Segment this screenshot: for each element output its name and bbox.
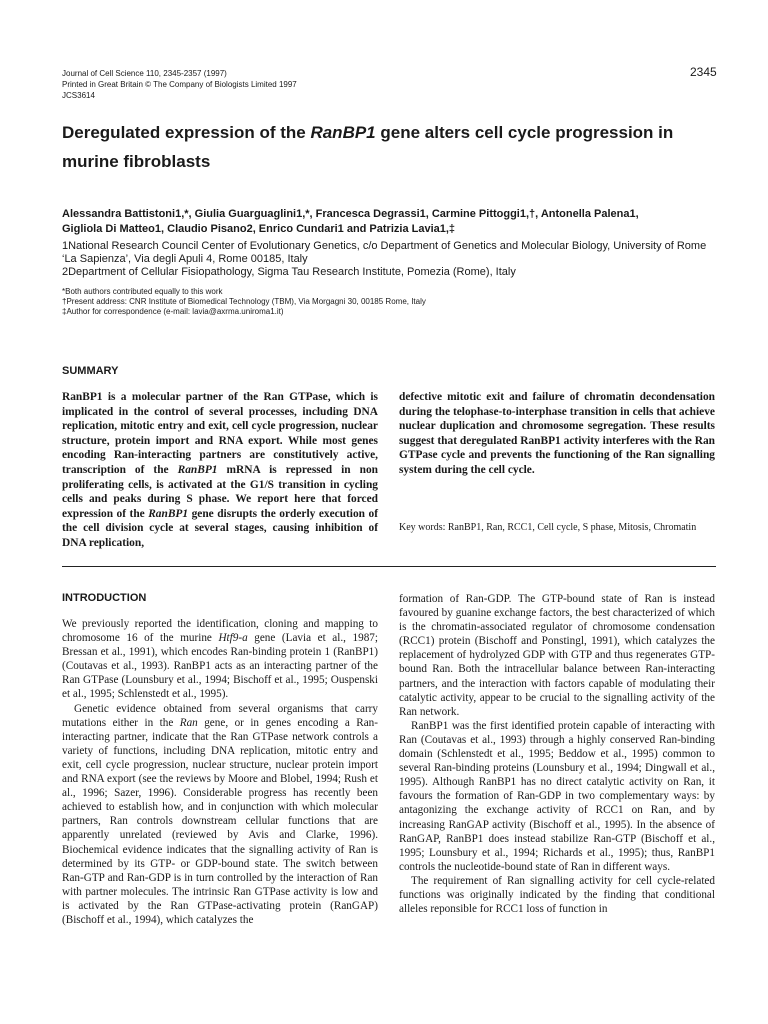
intro-p1-a: We previously reported the identification, cloning and mapping to chromosome 16 of the murine [62,618,378,645]
affiliations [62,240,722,279]
intro-paragraph-requirement: The requirement of Ran signalling activity for cell cycle-related functions was originally indicated by the finding that conditional alleles reponsible for RCC1 loss of function in [399,874,715,916]
summary-gene-1: RanBP1 [177,463,218,476]
section-divider [62,566,716,567]
intro-column-right [399,592,715,916]
article-title [62,118,722,176]
keywords: Key words: RanBP1, Ran, RCC1, Cell cycle, S phase, Mitosis, Chromatin [399,522,697,533]
page-number: 2345 [690,65,717,79]
title-part-2: gene alters cell cycle progression in murine fibroblasts [62,123,674,171]
summary-left-b: mRNA is repressed in non proliferating cells, is activated at the G1/S transition in cycling cells and peaks during S phase. We report here that forced expression of the [62,463,378,520]
intro-gene-ran: Ran [179,716,198,729]
author-line-2: Gigliola Di Matteo1, Claudio Pisano2, Enrico Cundari1 and Patrizia Lavia1,‡ [62,223,456,235]
intro-p2-a: Genetic evidence obtained from several organisms that carry mutations either in the [62,702,378,729]
intro-paragraph-continued: formation of Ran-GDP. The GTP-bound state of Ran is instead favoured by guanine exchange factors, the best characterized of which is the chromatin-associated regulator of chromosome condensation (RCC1) protein (Bischoff and Ponstingl, 1991), which catalyzes the replacement of hydrolyzed GDP with GTP and thus regenerates GTP-bound Ran. Both the intracellular balance between Ran-interacting partners, and the interaction with factors capable of modulating their catalytic activity, appear to be crucial to the signalling activity of the Ran network. [399,593,715,718]
intro-column-left [62,617,378,927]
title-gene-name: RanBP1 [310,123,376,142]
intro-p1-b: gene (Lavia et al., 1987; Bressan et al., 1991), which encodes Ran-binding protein 1 (RanBP1) (Coutavas et al., 1993). RanBP1 acts as an interacting partner of the Ran GTPase (Lounsbury et al., 1994; Bischoff et al., 1995; Ouspenski et al., 1995; Schlenstedt et al., 1995). [62,632,378,701]
journal-code: JCS3614 [62,91,95,100]
summary-left-c: gene disrupts the orderly execution of the cell division cycle at several stages, causing inhibition of DNA replication, [62,507,378,549]
intro-p2-b: gene, or in genes encoding a Ran-interacting partner, indicate that the Ran GTPase network controls a variety of functions, including DNA replication, mitotic entry and exit, cell cycle progression, nuclear structure, nuclear protein import and RNA export (see the reviews by Moore and Blobel, 1994; Rush et al., 1996; Sazer, 1996). Considerable progress has recently been achieved to establish how, and in conjunction with which molecular partners, Ran controls downstream cellular functions that are apparently unrelated (reviewed by Avis and Clarke, 1996). Biochemical evidence indicates that the signalling activity of Ran is determined by its GTP- or GDP-bound state. The switch between Ran-GTP and Ran-GDP is in turn controlled by the interaction of Ran with partner molecules. The intrinsic Ran GTPase activity is low and is activated by the Ran GTPase-activating protein (RanGAP) (Bischoff et al., 1994), which catalyzes the [62,716,378,926]
author-notes [62,287,722,317]
title-part-1: Deregulated expression of the [62,123,311,142]
note-present-address: †Present address: CNR Institute of Biomedical Technology (TBM), Via Morgagni 30, 00185 Rome, Italy [62,297,426,306]
journal-copyright: Printed in Great Britain © The Company of Biologists Limited 1997 [62,80,297,89]
note-correspondence: ‡Author for correspondence (e-mail: lavia@axrma.uniroma1.it) [62,307,284,316]
author-line-1: Alessandra Battistoni1,*, Giulia Guarguaglini1,*, Francesca Degrassi1, Carmine Pittoggi1,†, Antonella Palena1, [62,208,639,220]
journal-info [62,68,297,101]
intro-gene-htf9a: Htf9-a [218,632,248,645]
summary-text-left [62,390,378,551]
note-equal-contribution: *Both authors contributed equally to this work [62,287,223,296]
journal-citation: Journal of Cell Science 110, 2345-2357 (1997) [62,69,227,78]
summary-gene-2: RanBP1 [148,507,189,520]
author-list [62,207,722,237]
summary-heading: SUMMARY [62,365,119,377]
summary-text-right: defective mitotic exit and failure of chromatin decondensation during the telophase-to-interphase transition in cells that achieve nuclear duplication and chromosome segregation. These results suggest that deregulated RanBP1 activity interferes with the Ran GTPase cycle and prevents the functioning of the Ran signalling system during the cell cycle. [399,391,715,476]
intro-paragraph-2 [62,702,378,928]
affiliation-1: 1National Research Council Center of Evolutionary Genetics, c/o Department of Genetics and Molecular Biology, University of Rome ‘La Sapienza’, Via degli Apuli 4, Rome 00185, Italy [62,240,707,265]
affiliation-2: 2Department of Cellular Fisiopathology, Sigma Tau Research Institute, Pomezia (Rome), Italy [62,266,516,278]
intro-paragraph-ranbp1: RanBP1 was the first identified protein capable of interacting with Ran (Coutavas et al., 1993) through a highly conserved Ran-binding domain (Schlenstedt et al., 1995; Beddow et al., 1995) common to several Ran-binding proteins (Lounsbury et al., 1994; Dingwall et al., 1995). Although RanBP1 has no direct catalytic activity on Ran, it favours the formation of Ran-GDP in two complementary ways: by antagonizing the exchange activity of RCC1 on Ran, and by increasing RanGAP activity (Bischoff et al., 1995). In the absence of RanGAP, RanBP1 does instead stabilize Ran-GTP (Bischoff et al., 1995; Lounsbury et al., 1994; Richards et al., 1995); thus, RanBP1 controls the nucleotide-bound state of Ran in different ways. [399,719,715,873]
intro-paragraph-1 [62,617,378,702]
introduction-heading: INTRODUCTION [62,592,147,604]
summary-left-a: RanBP1 is a molecular partner of the Ran GTPase, which is implicated in the control of several processes, including DNA replication, mitotic entry and exit, cell cycle progression, nuclear structure, protein import and RNA export. While most genes encoding Ran-interacting partners are constitutively active, transcription of the [62,391,378,476]
